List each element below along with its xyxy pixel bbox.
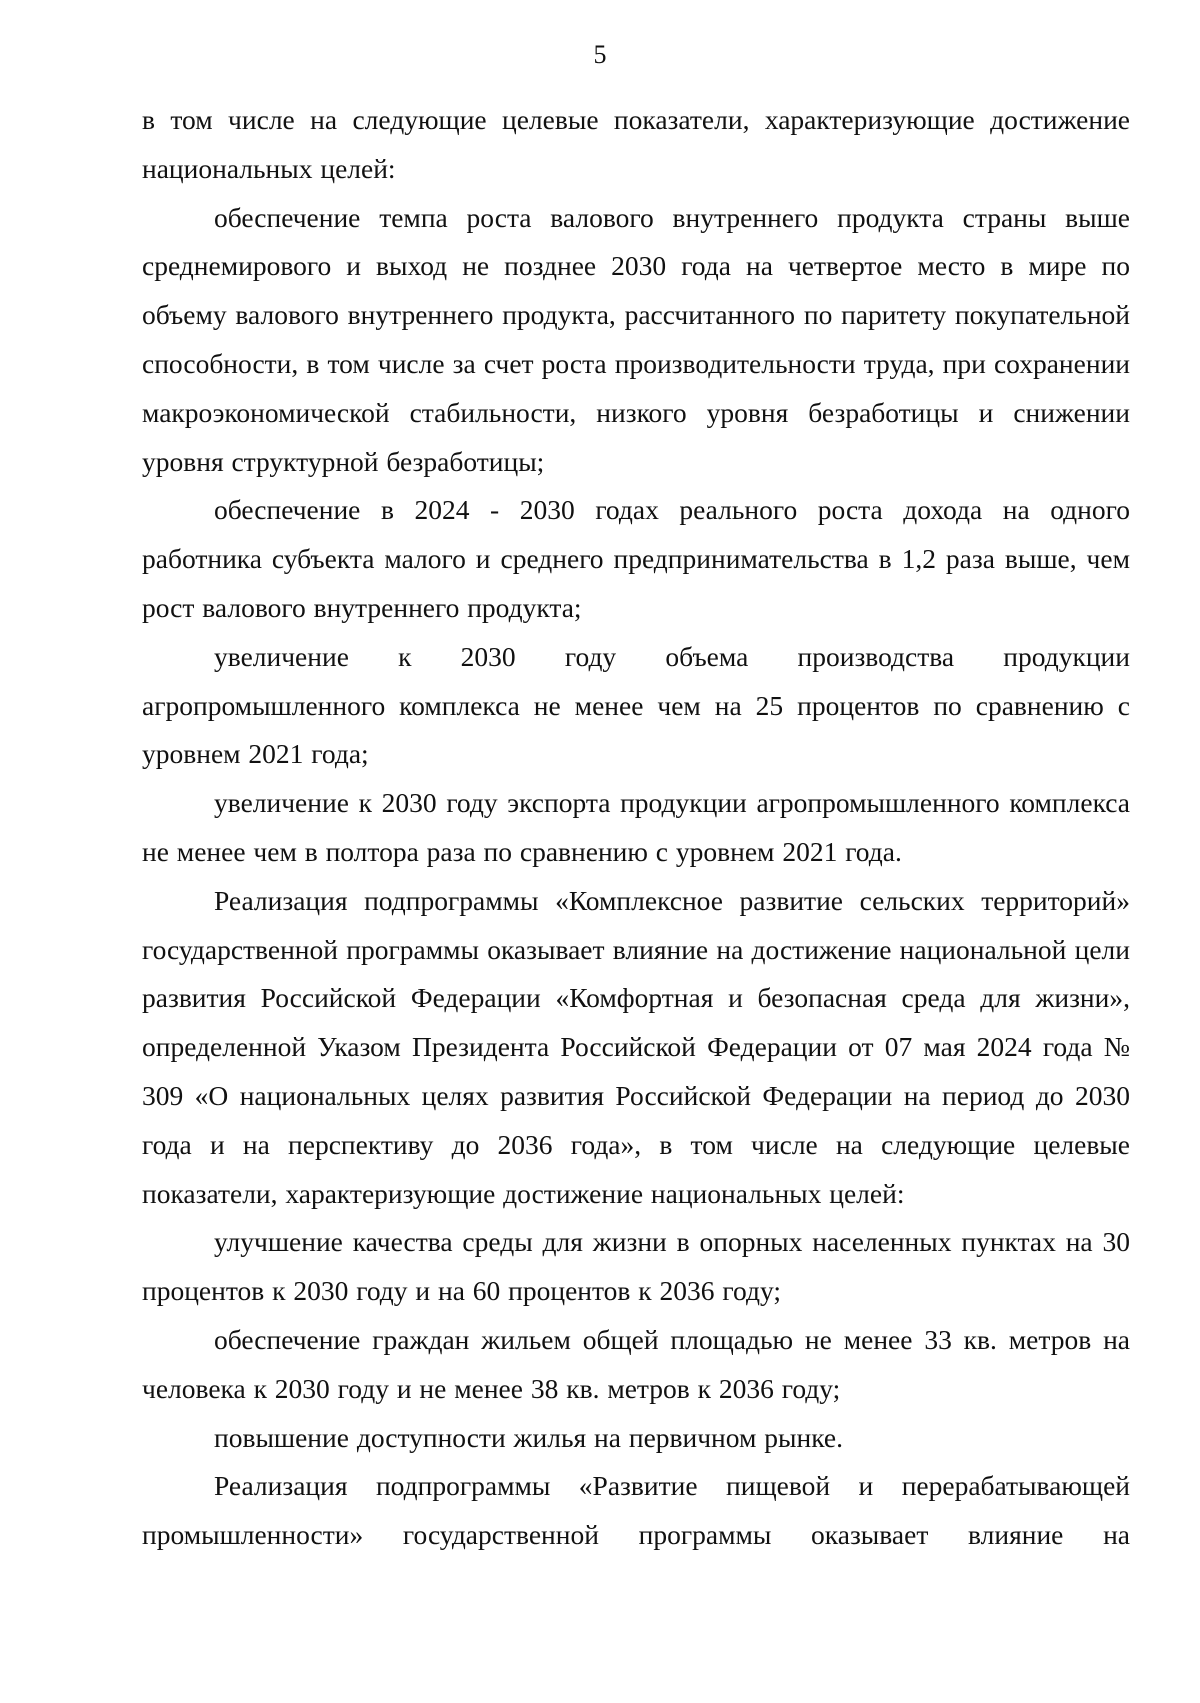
paragraph-food-industry-subprogram: Реализация подпрограммы «Развитие пищевой и перерабатывающей промышленности» государственной программы оказывает влияние на xyxy=(142,1470,1130,1551)
paragraph-sme-income: обеспечение в 2024 - 2030 годах реального роста дохода на одного работника субъекта малого и среднего предпринимательства в 1,2 раза выше, чем рост валового внутреннего продукта; xyxy=(142,494,1130,623)
paragraph-housing-area: обеспечение граждан жильем общей площадью не менее 33 кв. метров на человека к 2030 году и не менее 38 кв. метров к 2036 году; xyxy=(142,1323,1130,1404)
paragraph-rural-subprogram: Реализация подпрограммы «Комплексное развитие сельских территорий» государственной программы оказывает влияние на достижение национальной цели развития Российской Федерации «Комфортная и безопасная среда для жизни», определенной Указом Президента Российской Федерации от 07 мая 2024 года № 309 «О национальных целях развития Российской Федерации на период до 2030 года и на перспективу до 2036 года», в том числе на следующие целевые показатели, характеризующие достижение национальных целей: xyxy=(142,884,1130,1209)
paragraph-housing-affordability: повышение доступности жилья на первичном рынке. xyxy=(214,1421,843,1453)
paragraph-agro-export: увеличение к 2030 году экспорта продукции агропромышленного комплекса не менее чем в полтора раза по сравнению с уровнем 2021 года. xyxy=(142,787,1130,867)
body-text xyxy=(142,96,1130,1560)
paragraph-living-environment: улучшение качества среды для жизни в опорных населенных пунктах на 30 процентов к 2030 году и на 60 процентов к 2036 году; xyxy=(142,1226,1130,1307)
paragraph-continuation: в том числе на следующие целевые показатели, характеризующие достижение национальных целей: xyxy=(142,104,1130,184)
paragraph-agro-production: увеличение к 2030 году объема производства продукции агропромышленного комплекса не менее чем на 25 процентов по сравнению с уровнем 2021 года; xyxy=(142,640,1130,770)
page-number: 5 xyxy=(593,40,607,69)
paragraph-gdp-growth: обеспечение темпа роста валового внутреннего продукта страны выше среднемирового и выход не позднее 2030 года на четвертое место в мире по объему валового внутреннего продукта, рассчитанного по паритету покупательной способности, в том числе за счет роста производительности труда, при сохранении макроэкономической стабильности, низкого уровня безработицы и снижении уровня структурной безработицы; xyxy=(142,201,1130,477)
